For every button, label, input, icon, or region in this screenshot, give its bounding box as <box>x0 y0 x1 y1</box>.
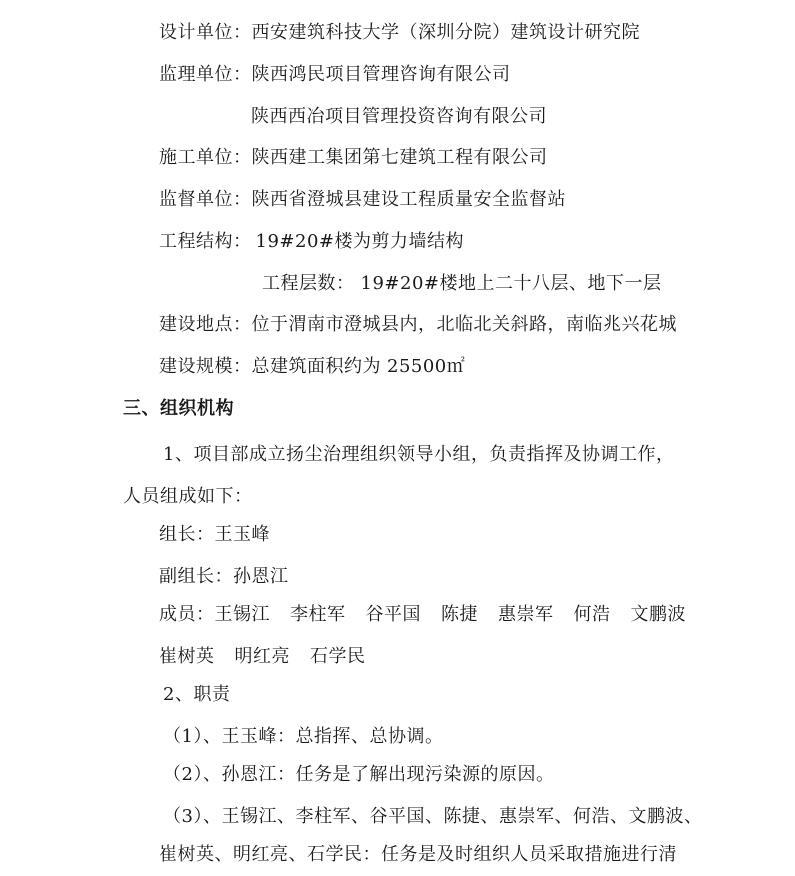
item1-line2: 人员组成如下： <box>123 486 253 507</box>
supervision-unit-label: 监理单位： <box>159 64 252 85</box>
design-unit-label: 设计单位： <box>159 22 252 43</box>
scale-label: 建设规模： <box>159 356 252 377</box>
member-name: 文鹏波 <box>630 604 686 625</box>
floors-label: 工程层数： <box>262 273 355 294</box>
member-name: 何浩 <box>573 604 611 625</box>
duties-heading: 2、职责 <box>163 684 231 705</box>
design-unit-line <box>159 21 640 45</box>
structure-value: 19#20#楼为剪力墙结构 <box>255 231 464 252</box>
deputy-label: 副组长： <box>159 566 233 587</box>
scale-amount: 25500㎡ <box>387 356 466 377</box>
oversight-unit-label: 监督单位： <box>159 189 252 210</box>
member-name: 王锡江 <box>214 604 270 625</box>
leader-line <box>159 523 270 547</box>
deputy-name: 孙恩江 <box>233 566 289 587</box>
duty-1: （1）、王玉峰：总指挥、总协调。 <box>163 726 444 747</box>
member-name: 谷平国 <box>365 604 421 625</box>
member-name: 石学民 <box>310 646 366 667</box>
member-name: 陈捷 <box>441 604 478 625</box>
location-label: 建设地点： <box>159 314 252 335</box>
member-name: 明红亮 <box>234 646 290 667</box>
member-name: 李柱军 <box>290 604 346 625</box>
design-unit-value: 西安建筑科技大学（深圳分院）建筑设计研究院 <box>251 22 640 43</box>
member-name: 惠崇军 <box>498 604 554 625</box>
construction-unit-line <box>159 146 548 170</box>
supervision-unit-value-2: 陕西西冶项目管理投资咨询有限公司 <box>251 106 547 127</box>
oversight-unit-line <box>159 188 566 212</box>
supervision-unit-value: 陕西鸿民项目管理咨询有限公司 <box>251 64 511 85</box>
structure-line <box>159 230 464 254</box>
oversight-unit-value: 陕西省澄城县建设工程质量安全监督站 <box>251 189 566 210</box>
deputy-line <box>159 565 289 589</box>
scale-line <box>159 355 465 379</box>
members-label: 成员： <box>159 604 215 625</box>
floors-line <box>262 272 661 296</box>
duty-3-line2: 崔树英、明红亮、石学民：任务是及时组织人员采取措施进行清 <box>159 844 677 865</box>
location-line <box>159 313 677 337</box>
leader-label: 组长： <box>159 524 215 545</box>
construction-unit-value: 陕西建工集团第七建筑工程有限公司 <box>251 147 548 168</box>
floors-value: 19#20#楼地上二十八层、地下一层 <box>360 273 662 294</box>
structure-label: 工程结构： <box>159 231 252 252</box>
location-value: 位于渭南市澄城县内，北临北关斜路，南临兆兴花城 <box>251 314 677 335</box>
members-line-2 <box>159 645 366 669</box>
supervision-unit-line <box>159 63 511 87</box>
leader-name: 王玉峰 <box>214 524 270 545</box>
section-heading-organization: 三、组织机构 <box>123 398 234 419</box>
member-name: 崔树英 <box>159 646 215 667</box>
duty-3-line1: （3）、王锡江、李柱军、谷平国、陈捷、惠崇军、何浩、文鹏波、 <box>163 806 703 827</box>
scale-value: 总建筑面积约为 <box>251 356 381 377</box>
duty-2: （2）、孙恩江：任务是了解出现污染源的原因。 <box>163 764 555 785</box>
members-line-1 <box>159 603 686 627</box>
item1-line1: 1、项目部成立扬尘治理组织领导小组，负责指挥及协调工作， <box>163 444 675 465</box>
construction-unit-label: 施工单位： <box>159 147 252 168</box>
